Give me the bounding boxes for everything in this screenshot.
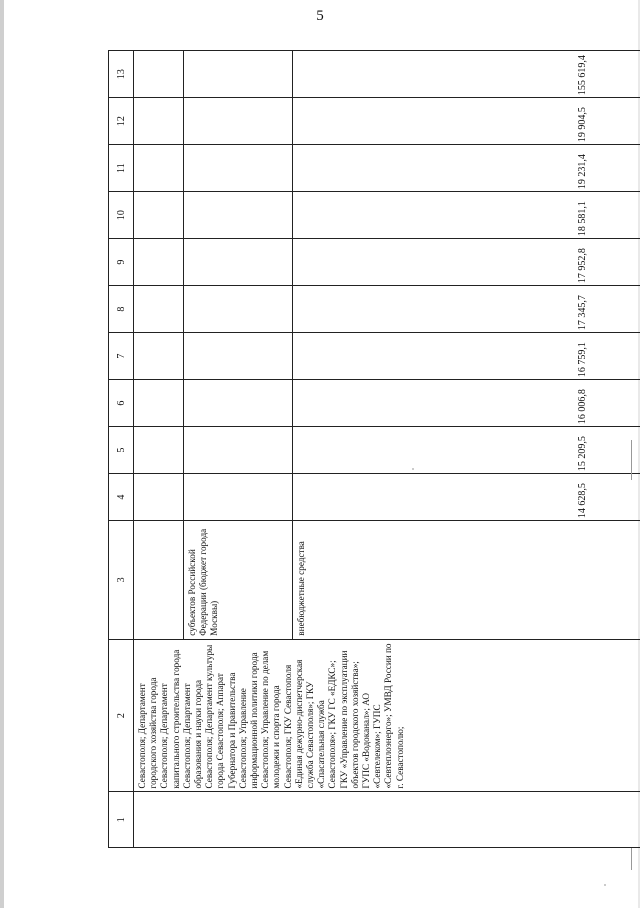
- header-cell: 8: [109, 286, 134, 333]
- value-cell: 19 231,4: [293, 145, 640, 192]
- value-cell: 155 619,4: [293, 51, 640, 98]
- value-cell: [134, 98, 184, 145]
- value-cell: 16 006,8: [293, 380, 640, 427]
- table-frame: [108, 50, 588, 848]
- value-cell: 16 759,1: [293, 333, 640, 380]
- value-cell: 18 581,1: [293, 192, 640, 239]
- scan-margin-mark: [631, 440, 632, 480]
- value-cell: [184, 239, 293, 286]
- header-cell: 6: [109, 380, 134, 427]
- value-cell: [134, 286, 184, 333]
- header-cell: 13: [109, 51, 134, 98]
- header-row: [109, 51, 134, 848]
- header-cell: 10: [109, 192, 134, 239]
- value-cell: 14 628,5: [293, 474, 640, 521]
- value-cell: [184, 380, 293, 427]
- value-cell: [134, 380, 184, 427]
- value-cell: [134, 333, 184, 380]
- value-cell: 17 345,7: [293, 286, 640, 333]
- header-cell: 11: [109, 145, 134, 192]
- page-number: 5: [316, 8, 324, 24]
- value-cell: [184, 145, 293, 192]
- value-cell: 19 904,5: [293, 98, 640, 145]
- scan-speck: [412, 468, 414, 470]
- value-cell: [184, 286, 293, 333]
- value-cell: [134, 474, 184, 521]
- value-cell: [184, 427, 293, 474]
- value-cell: [184, 474, 293, 521]
- scan-speck: [604, 884, 606, 886]
- budget-table: [108, 50, 640, 848]
- value-cell: [134, 192, 184, 239]
- header-cell: 9: [109, 239, 134, 286]
- source-cell: внебюджетные средства: [293, 521, 640, 640]
- value-cell: [134, 51, 184, 98]
- agencies-cell: Севастополя; Департамент городского хозяйства города Севастополя; Департамент капитального строительства города Севастополя; Департамент образования и науки города Севастополя; Департамент культуры города Севастополя; Аппарат Губернатора и Правительства Севастополя; Управление информационной политики города Севастополя; Управление по делам молодежи и спорта города Севастополя; ГКУ Севастополя «Единая дежурно-диспетчерская служба Севастополя»; ГКУ «Спасательная служба Севастополя»; ГКУ ГС «ЕДКС»; ГКУ «Управление по эксплуатации объектов городского хозяйства»; ГУПС «Водоканал»; АО «Севтелеком»; ГУПС «Севтеплоэнерго»; УМВД России по г. Севастополю;: [134, 639, 640, 792]
- scan-left-edge: [0, 0, 4, 908]
- value-cell: 15 209,5: [293, 427, 640, 474]
- header-cell: 5: [109, 427, 134, 474]
- value-cell: [134, 239, 184, 286]
- value-cell: [184, 51, 293, 98]
- header-cell: 7: [109, 333, 134, 380]
- scan-margin-mark: [631, 848, 632, 870]
- header-cell: 12: [109, 98, 134, 145]
- table-row: [134, 51, 184, 848]
- value-cell: [184, 333, 293, 380]
- header-cell: 3: [109, 521, 134, 640]
- value-cell: [184, 192, 293, 239]
- value-cell: [184, 98, 293, 145]
- header-cell: 2: [109, 639, 134, 792]
- header-cell: 4: [109, 474, 134, 521]
- value-cell: [134, 145, 184, 192]
- source-cell: субъектов Российской Федерации (бюджет города Москвы): [184, 521, 293, 640]
- value-cell: 17 952,8: [293, 239, 640, 286]
- row-number-cell: [134, 792, 640, 848]
- header-cell: 1: [109, 792, 134, 848]
- source-cell: [134, 521, 184, 640]
- value-cell: [134, 427, 184, 474]
